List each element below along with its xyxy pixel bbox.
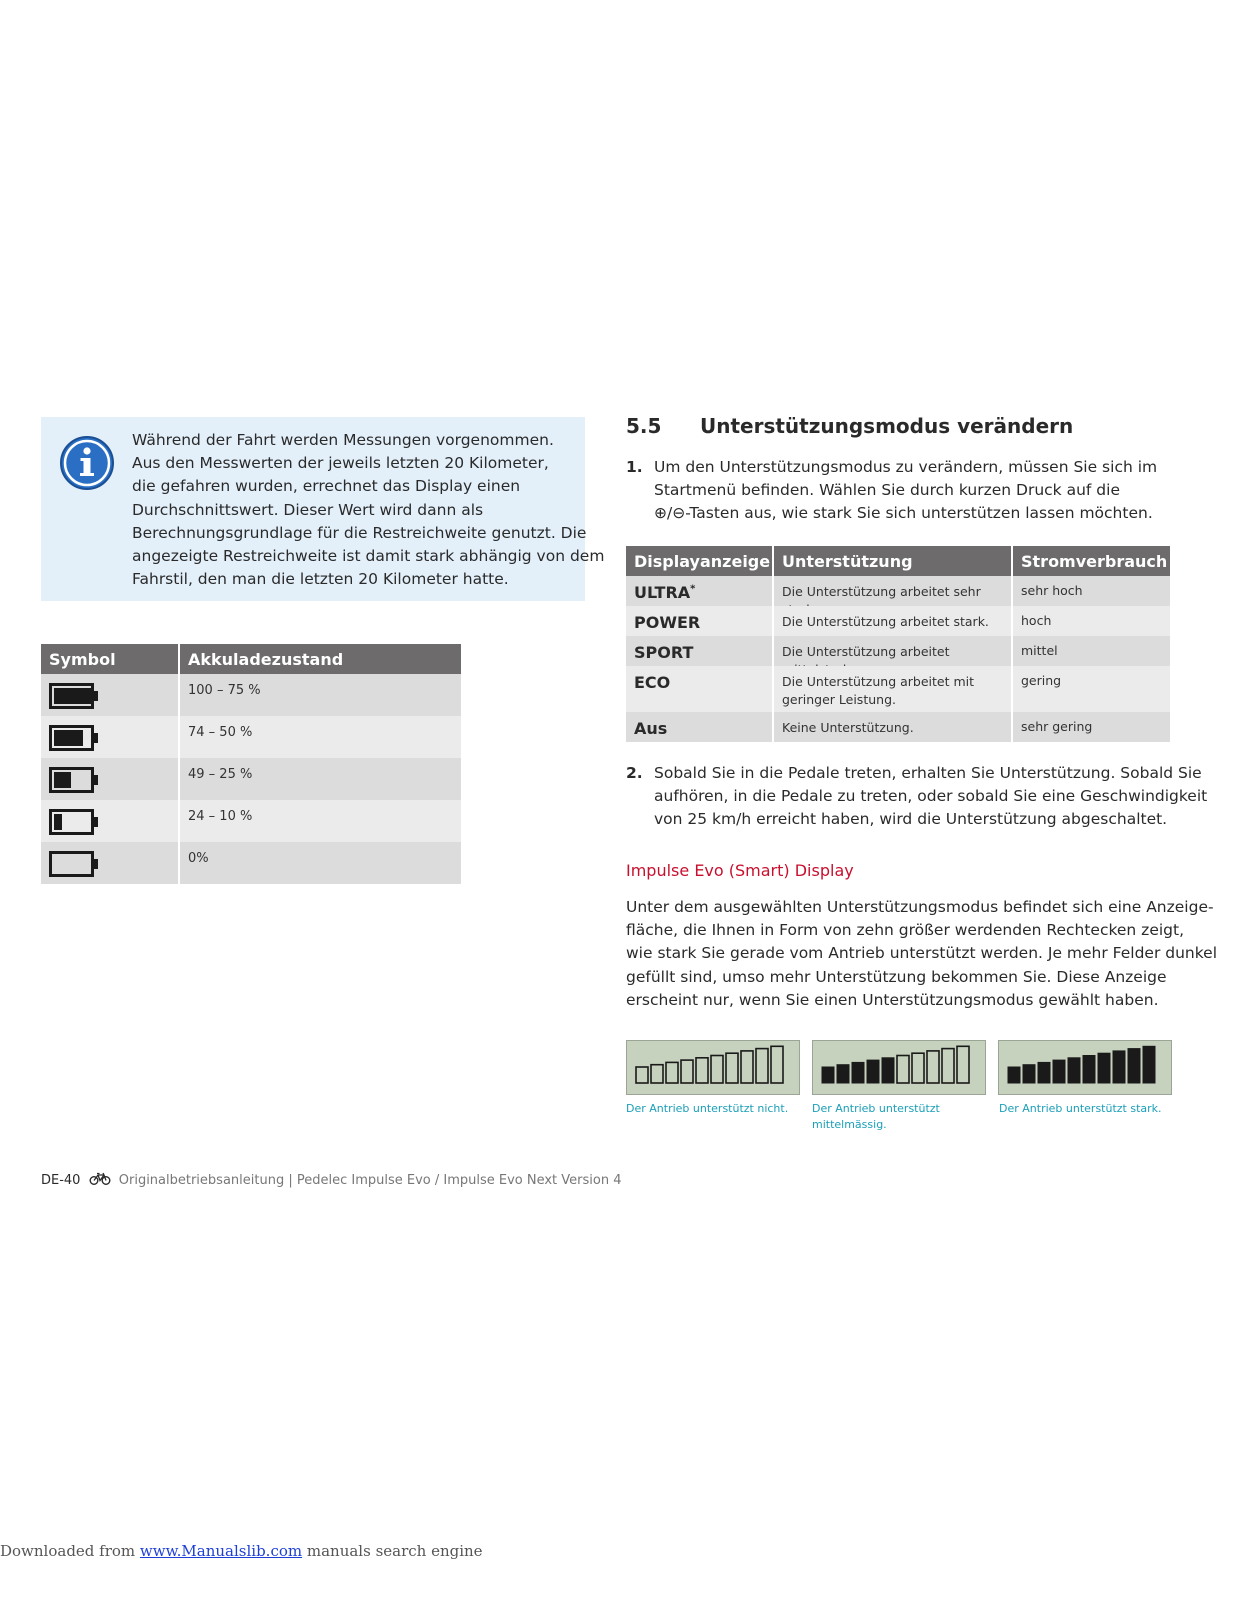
mode-name: ECO: [634, 673, 671, 692]
lcd-bar: [696, 1058, 708, 1083]
lcd-bar: [852, 1062, 864, 1083]
smart-display-paragraph: [626, 896, 1218, 1012]
charge-value: 74 – 50 %: [188, 725, 253, 740]
para-line: wie stark Sie gerade vom Antrieb unterstützt werden. Je mehr Felder dunkel: [626, 944, 1218, 963]
lcd-bar: [1098, 1053, 1110, 1083]
header-charge-state: Akkuladezustand: [188, 650, 344, 669]
step-number: 2.: [626, 764, 643, 782]
mode-support: Die Unterstützung arbeitet sehr: [782, 584, 981, 599]
page-number: DE-40: [41, 1173, 81, 1188]
mode-row: [626, 636, 1170, 666]
battery-table-header: [41, 644, 461, 674]
lcd-bar: [1008, 1067, 1020, 1083]
header-symbol: Symbol: [49, 650, 116, 669]
battery-table: [41, 644, 461, 884]
mode-consumption: gering: [1021, 673, 1062, 688]
lcd-bar: [1053, 1060, 1065, 1083]
mode-name: ULTRA: [634, 583, 691, 602]
info-line: Durchschnittswert. Dieser Wert wird dann als: [132, 500, 484, 519]
step-line: aufhören, in die Pedale zu treten, oder sobald Sie eine Geschwindigkeit: [654, 787, 1208, 806]
battery-icon: [49, 725, 99, 751]
mode-consumption: hoch: [1021, 613, 1052, 628]
smart-display-subhead: Impulse Evo (Smart) Display: [626, 861, 854, 880]
lcd-bar: [837, 1065, 849, 1083]
step-line: Startmenü befinden. Wählen Sie durch kurzen Druck auf die: [654, 481, 1120, 500]
lcd-bar: [1083, 1056, 1095, 1084]
mode-name: SPORT: [634, 643, 694, 662]
lcd-bar: [1038, 1062, 1050, 1083]
bicycle-icon: [89, 1172, 111, 1185]
mode-table: [626, 546, 1170, 742]
info-text: [132, 429, 605, 591]
lcd-bar: [711, 1056, 723, 1084]
mode-consumption: sehr hoch: [1021, 583, 1083, 598]
info-line: Fahrstil, den man die letzten 20 Kilometer hatte.: [132, 570, 509, 589]
lcd-bar: [942, 1049, 954, 1083]
info-line: Während der Fahrt werden Messungen vorgenommen.: [132, 431, 554, 449]
info-box: [41, 417, 605, 601]
battery-icon: [49, 767, 99, 793]
download-banner: [0, 1542, 483, 1560]
battery-icon: [49, 809, 99, 835]
lcd-bar: [882, 1058, 894, 1083]
info-line: angezeigte Restreichweite ist damit stark abhängig von dem: [132, 547, 605, 566]
para-line: fläche, die Ihnen in Form von zehn größer werdenden Rechtecken zeigt,: [626, 921, 1185, 940]
lcd-bar: [912, 1053, 924, 1083]
lcd-panel-strong: [998, 1040, 1172, 1095]
lcd-bar: [1128, 1049, 1140, 1083]
charge-value: 100 – 75 %: [188, 683, 261, 698]
footer-text: Originalbetriebsanleitung | Pedelec Impulse Evo / Impulse Evo Next Version 4: [118, 1173, 622, 1188]
step-line: Sobald Sie in die Pedale treten, erhalten Sie Unterstützung. Sobald Sie: [654, 764, 1202, 782]
mode-name: POWER: [634, 613, 701, 632]
battery-row: [41, 842, 461, 884]
download-suffix: manuals search engine: [302, 1542, 483, 1560]
lcd-bar: [666, 1062, 678, 1083]
section-title: Unterstützungsmodus verändern: [700, 414, 1074, 438]
section-number: 5.5: [626, 414, 662, 438]
mode-row: [626, 666, 1170, 712]
lcd-panel-medium: [812, 1040, 986, 1095]
lcd-bar: [1143, 1046, 1155, 1083]
header-display: Displayanzeige: [634, 552, 771, 571]
step-line: ⊕/⊖-Tasten aus, wie stark Sie sich unterstützen lassen möchten.: [654, 504, 1153, 523]
mode-row: [626, 712, 1170, 742]
mode-support: Die Unterstützung arbeitet stark.: [782, 614, 989, 629]
mode-consumption: mittel: [1021, 643, 1058, 658]
lcd-bar: [651, 1065, 663, 1083]
lcd-bar: [726, 1053, 738, 1083]
mode-name: Aus: [634, 719, 668, 738]
lcd-bar: [897, 1056, 909, 1084]
download-prefix: Downloaded from: [0, 1542, 140, 1560]
mode-consumption: sehr gering: [1021, 719, 1093, 734]
lcd-panel-none: [626, 1040, 800, 1095]
step-number: 1.: [626, 458, 643, 476]
lcd-bar: [636, 1067, 648, 1083]
mode-support: Keine Unterstützung.: [782, 720, 914, 735]
lcd-bar: [1023, 1065, 1035, 1083]
info-line: Berechnungsgrundlage für die Restreichweite genutzt. Die: [132, 523, 587, 542]
battery-icon: [49, 851, 99, 877]
battery-row: [41, 758, 461, 800]
header-consumption: Stromverbrauch: [1021, 552, 1168, 571]
lcd-bar: [1068, 1058, 1080, 1083]
header-support: Unterstützung: [782, 552, 913, 571]
lcd-bar: [867, 1060, 879, 1083]
info-line: die gefahren wurden, errechnet das Display einen: [132, 477, 521, 496]
step-line: von 25 km/h erreicht haben, wird die Unterstützung abgeschaltet.: [654, 810, 1168, 829]
battery-icon: [49, 683, 99, 709]
lcd-bar: [822, 1067, 834, 1083]
para-line: gefüllt sind, umso mehr Unterstützung bekommen Sie. Diese Anzeige: [626, 967, 1167, 986]
page-footer: [41, 1172, 622, 1188]
step-line: Um den Unterstützungsmodus zu verändern, müssen Sie sich im: [654, 458, 1158, 476]
battery-row: [41, 674, 461, 716]
charge-value: 0%: [188, 851, 209, 866]
lcd-bar: [756, 1049, 768, 1083]
mode-row: [626, 576, 1170, 606]
lcd-bar: [927, 1051, 939, 1083]
charge-value: 49 – 25 %: [188, 767, 253, 782]
lcd-bar: [681, 1060, 693, 1083]
lcd-caption: Der Antrieb unterstützt stark.: [999, 1102, 1162, 1115]
lcd-caption: Der Antrieb unterstützt mittelmässig.: [812, 1102, 940, 1131]
info-line: Aus den Messwerten der jeweils letzten 20 Kilometer,: [132, 454, 549, 473]
para-line: Unter dem ausgewählten Unterstützungsmodus befindet sich eine Anzeige-: [626, 898, 1214, 916]
lcd-bar: [741, 1051, 753, 1083]
mode-footnote-mark: *: [690, 583, 696, 595]
para-line: erscheint nur, wenn Sie einen Unterstützungsmodus gewählt haben.: [626, 990, 1159, 1009]
lcd-bar: [1113, 1051, 1125, 1083]
mode-support: Die Unterstützung arbeitet mit geringer Leistung.: [782, 674, 975, 707]
charge-value: 24 – 10 %: [188, 809, 253, 824]
manualslib-link[interactable]: www.Manualslib.com: [139, 1542, 303, 1560]
info-icon: [59, 435, 115, 491]
lcd-bar: [957, 1046, 969, 1083]
mode-table-header: [626, 546, 1170, 576]
lcd-caption: Der Antrieb unterstützt nicht.: [626, 1102, 789, 1115]
battery-row: [41, 800, 461, 842]
lcd-bar: [771, 1046, 783, 1083]
battery-row: [41, 716, 461, 758]
mode-row: [626, 606, 1170, 636]
mode-support: Die Unterstützung arbeitet: [782, 644, 950, 659]
